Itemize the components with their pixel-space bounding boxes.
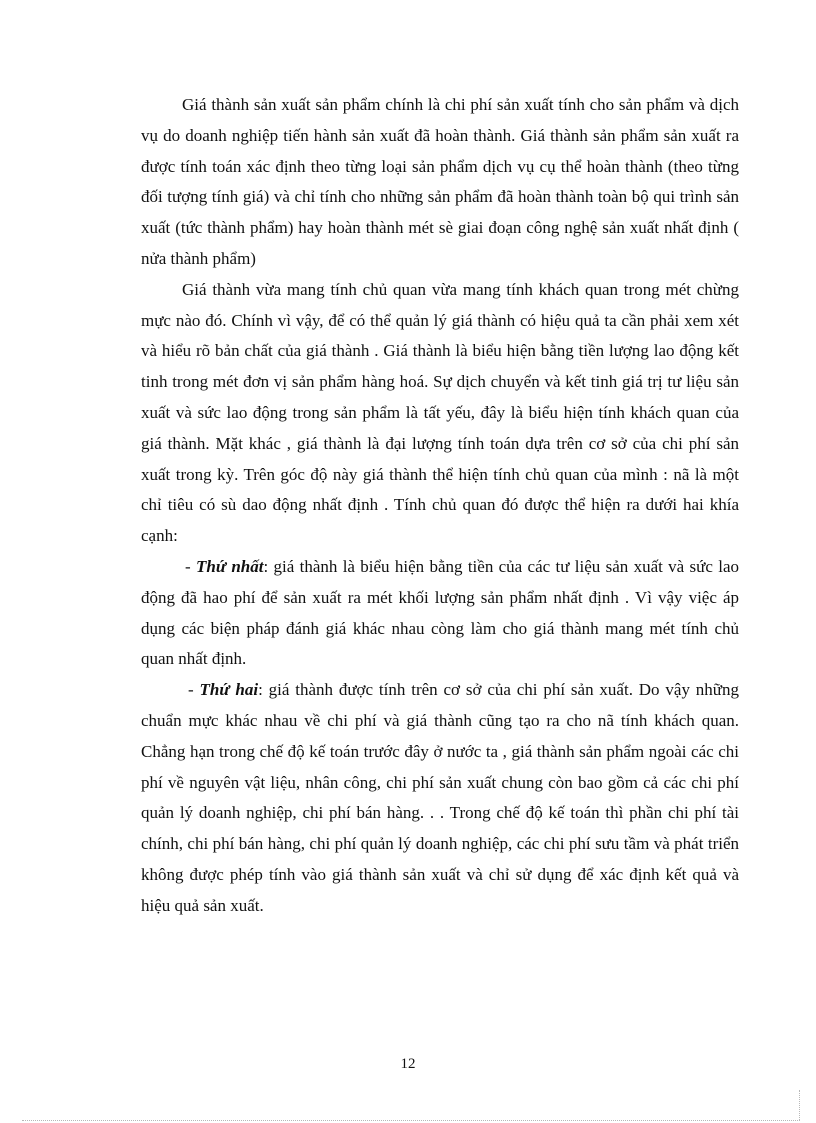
paragraph-4-text: : giá thành được tính trên cơ sở của chi phí sản xuất. Do vậy những chuẩn mực khác nhau về chi phí và giá thành cũng tạo ra cho nã tính khách quan. Chẳng hạn trong chế độ kế toán trước đây ở nước ta , giá thành sản phẩm ngoài các chi phí về nguyên vật liệu, nhân công, chi phí sản xuất chung còn bao gồm cả các chi phí quản lý doanh nghiệp, chi phí bán hàng. . . Trong chế độ kế toán thì phần chi phí tài chính, chi phí bán hàng, chi phí quản lý doanh nghiệp, các chi phí sưu tầm và phát triển không được phép tính vào giá thành sản xuất và chỉ sử dụng để xác định kết quả và hiệu quả sản xuất. — [141, 680, 740, 915]
right-border-dotted — [799, 1090, 800, 1120]
paragraph-4 — [141, 675, 739, 921]
list-dash: - — [185, 556, 196, 576]
page-body — [141, 90, 739, 922]
paragraph-1: Giá thành sản xuất sản phẩm chính là chi phí sản xuất tính cho sản phẩm và dịch vụ do doanh nghiệp tiến hành sản xuất đã hoàn thành. Giá thành sản phẩm sản xuất ra được tính toán xác định theo từng loại sản phẩm dịch vụ cụ thể hoàn thành (theo từng đối tượng tính giá) và chỉ tính cho những sản phẩm đã hoàn thành toàn bộ qui trình sản xuất (tức thành phẩm) hay hoàn thành mét sè giai đoạn công nghệ sản xuất nhất định ( nửa thành phẩm) — [141, 95, 739, 268]
list-dash: - — [188, 680, 200, 700]
paragraph-4-lead: Thứ hai — [199, 680, 259, 700]
paragraph-2: Giá thành vừa mang tính chủ quan vừa mang tính khách quan trong mét chừng mực nào đó. Chính vì vậy, để có thể quản lý giá thành có hiệu quả ta cần phải xem xét và hiểu rõ bản chất của giá thành . Giá thành là biểu hiện bằng tiền lượng lao động kết tinh trong mét đơn vị sản phẩm hàng hoá. Sự dịch chuyển và kết tinh giá trị tư liệu sản xuất và sức lao động trong sản phẩm là tất yếu, đây là biểu hiện tính khách quan của giá thành. Mặt khác , giá thành là đại lượng tính toán dựa trên cơ sở của chi phí sản xuất trong kỳ. Trên góc độ này giá thành thể hiện tính chủ quan của mình : nã là một chỉ tiêu có sù dao động nhất định . Tính chủ quan đó được thể hiện ra dưới hai khía cạnh: — [141, 279, 739, 546]
paragraph-3 — [141, 552, 739, 675]
paragraph-3-lead: Thứ nhất — [195, 556, 264, 576]
bottom-border-dotted — [22, 1120, 800, 1121]
paragraph-3-text: : giá thành là biểu hiện bằng tiền của các tư liệu sản xuất và sức lao động đã hao phí để sản xuất ra mét khối lượng sản phẩm nhất định . Vì vậy việc áp dụng các biện pháp đánh giá khác nhau còng làm cho giá thành mang mét tính chủ quan nhất định. — [141, 556, 739, 669]
page-number: 12 — [400, 1056, 416, 1072]
